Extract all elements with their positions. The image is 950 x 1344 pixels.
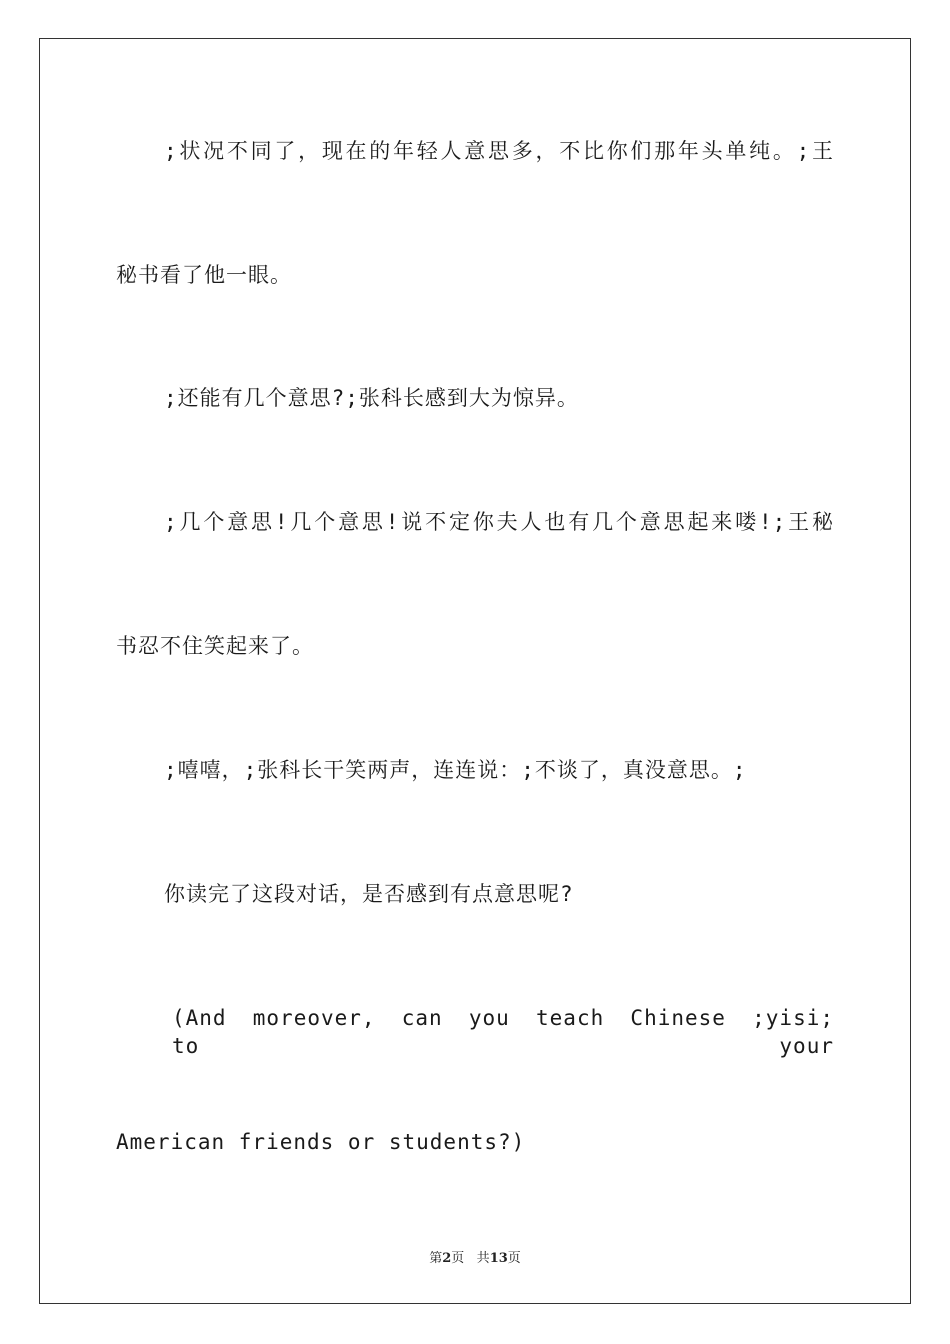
footer-total-unit: 页 <box>507 1251 521 1266</box>
text-line-3: ;还能有几个意思?;张科长感到大为惊异。 <box>164 386 579 410</box>
text-line-2: 秘书看了他一眼。 <box>116 263 292 287</box>
footer-page-number: 2 <box>442 1251 452 1266</box>
footer-total-pages: 13 <box>489 1251 508 1266</box>
text-line-6: ;嘻嘻，;张科长干笑两声，连连说：;不谈了，真没意思。; <box>164 758 747 782</box>
page-footer <box>0 1247 950 1266</box>
footer-total-prefix: 共 <box>476 1251 490 1266</box>
text-line-9: American friends or students?) <box>116 1130 526 1154</box>
text-line-4: ;几个意思!几个意思!说不定你夫人也有几个意思起来喽!;王秘 <box>164 510 834 534</box>
text-line-7: 你读完了这段对话，是否感到有点意思呢? <box>164 882 574 906</box>
footer-page-unit: 页 <box>451 1251 465 1266</box>
page-border <box>39 38 911 1304</box>
footer-prefix: 第 <box>429 1251 443 1266</box>
text-line-1: ;状况不同了，现在的年轻人意思多，不比你们那年头单纯。;王 <box>164 139 834 163</box>
text-line-5: 书忍不住笑起来了。 <box>116 634 314 658</box>
text-line-8: (And moreover, can you teach Chinese ;yisi; to your <box>172 1006 834 1058</box>
